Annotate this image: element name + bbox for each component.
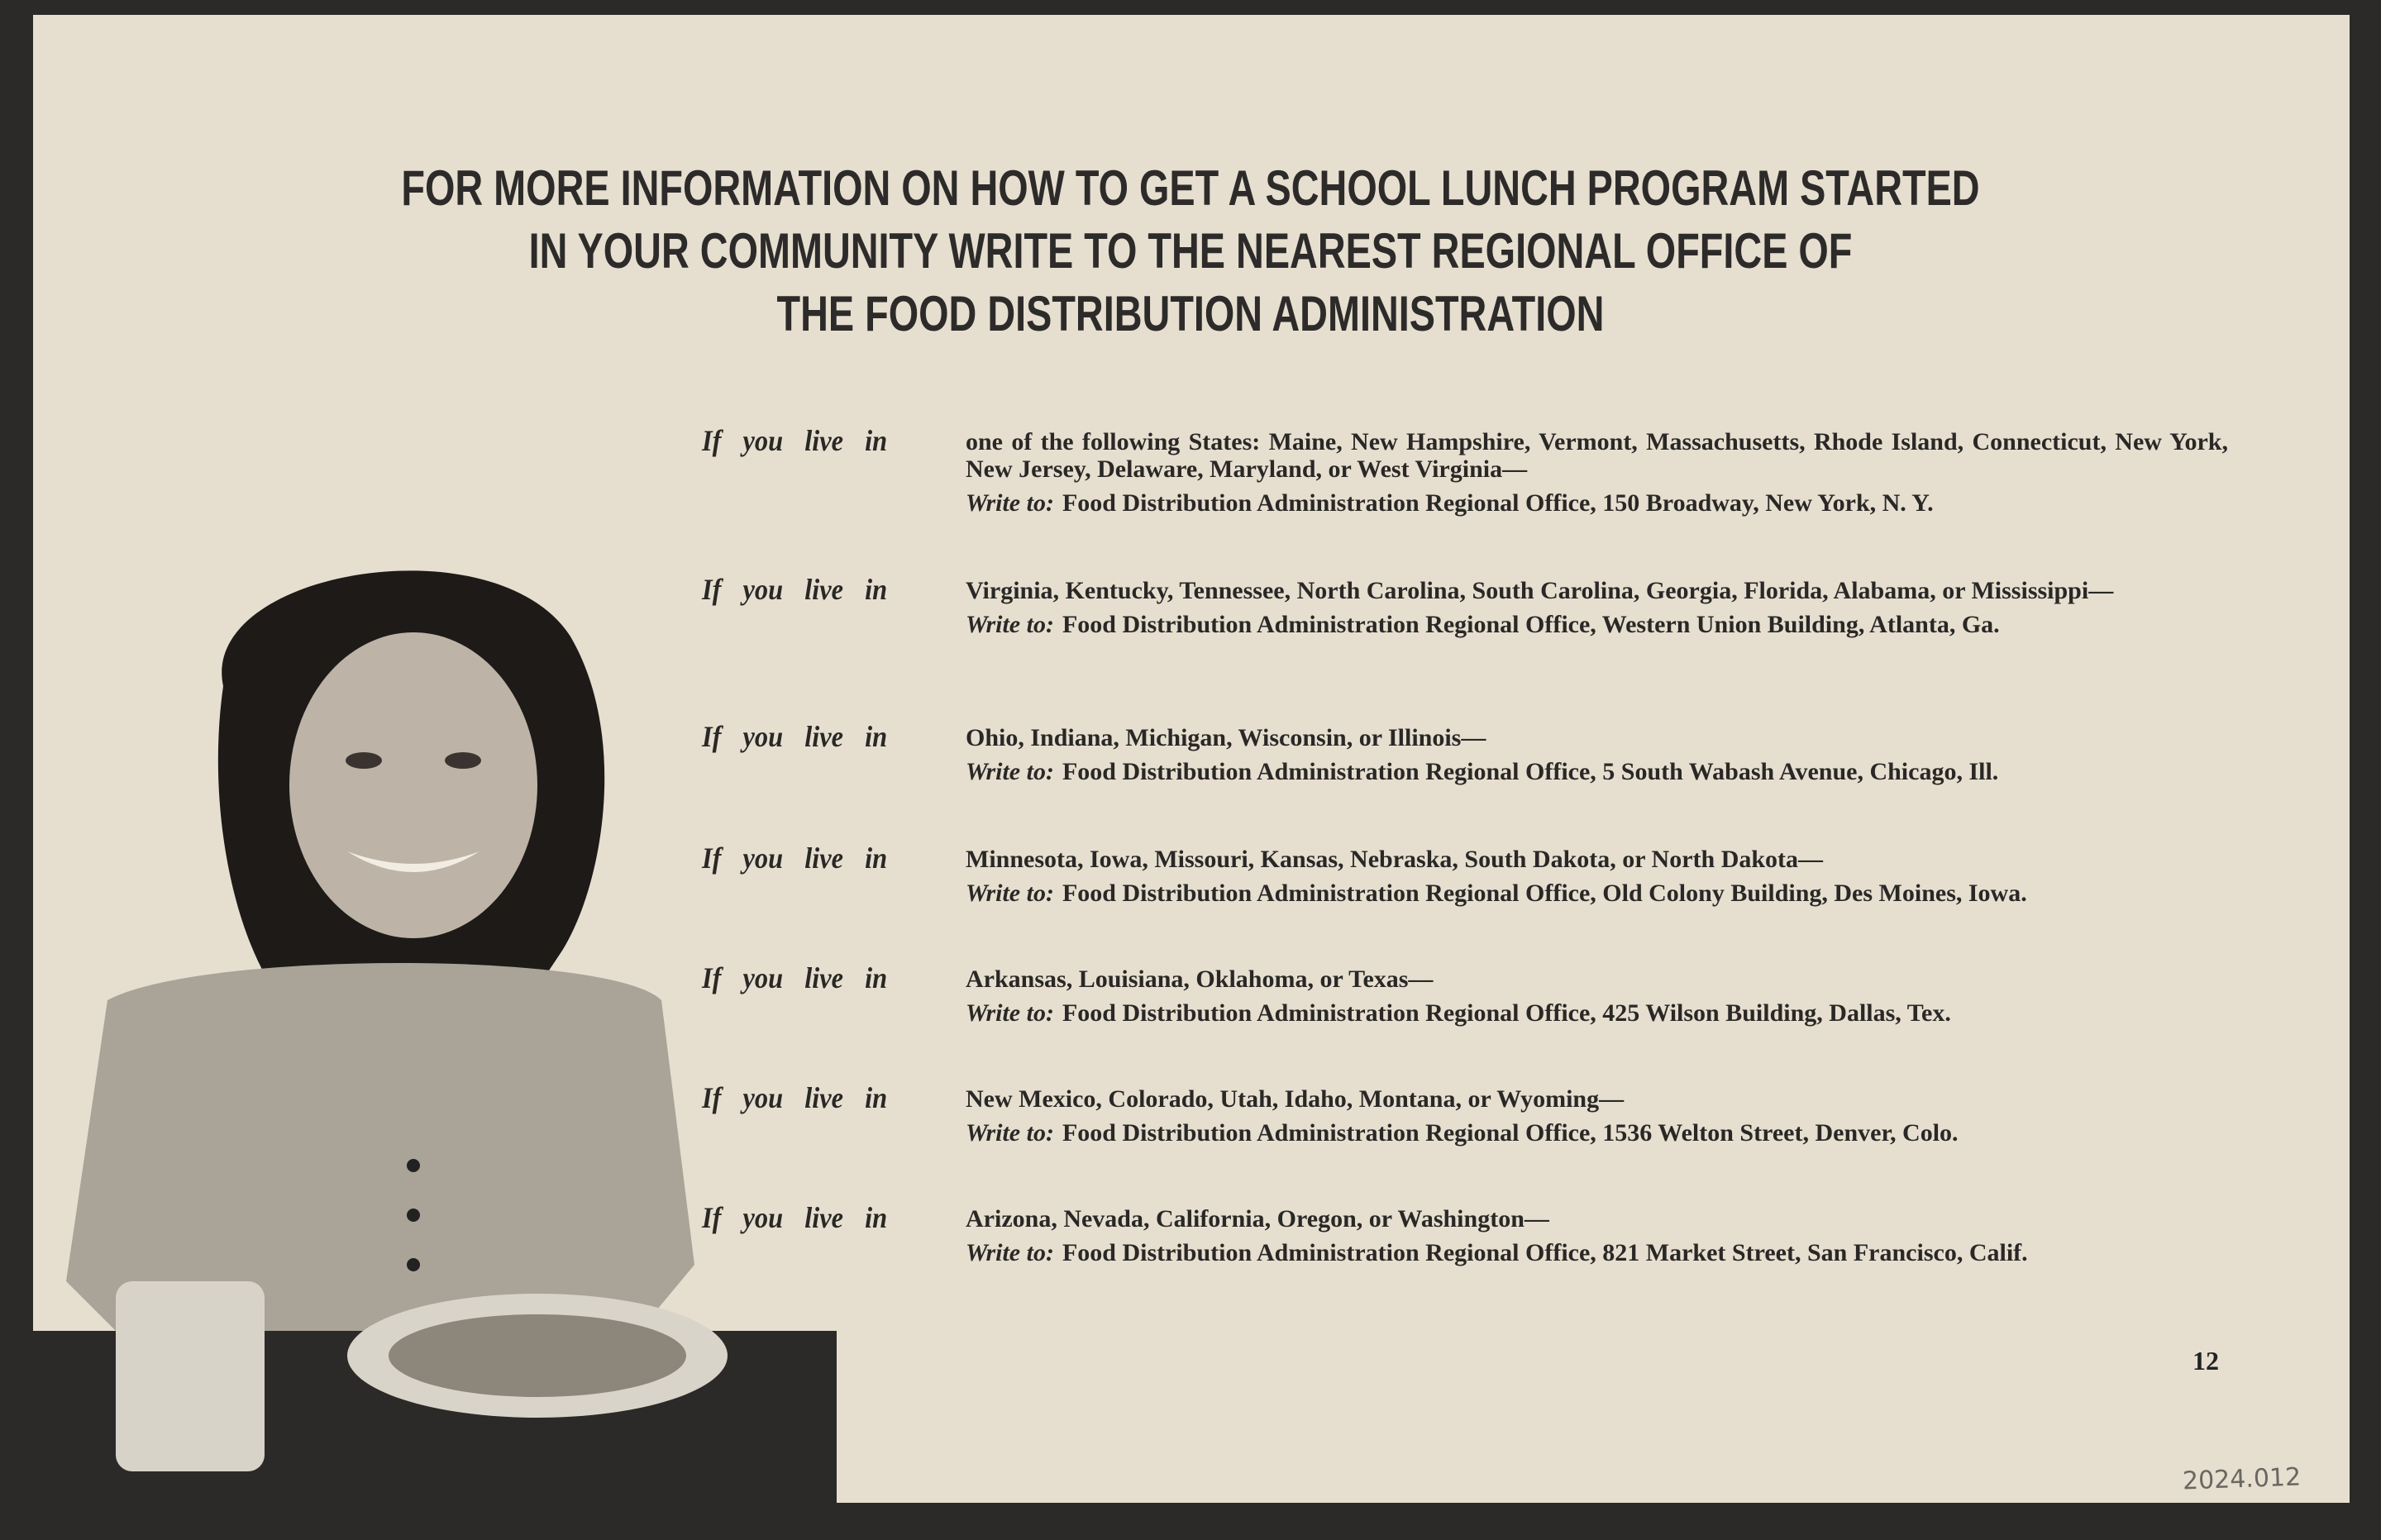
write-to-label: Write to: [966,758,1054,785]
regional-office-entry [702,720,2228,785]
write-to-label: Write to: [966,880,1054,907]
states-list: New Mexico, Colorado, Utah, Idaho, Montana, or Wyoming— [966,1085,1625,1113]
write-to-label: Write to: [966,1239,1054,1266]
entry-label: If you live in [702,424,888,457]
write-to-label: Write to: [966,999,1054,1027]
regional-office-entry [702,961,2228,1027]
page-number: 12 [2193,1346,2219,1376]
office-address: Food Distribution Administration Regional Office, 150 Broadway, New York, N. Y. [1062,489,1934,517]
entry-label: If you live in [702,1201,888,1234]
entry-label: If you live in [702,1081,888,1114]
regional-office-entry [702,1081,2228,1147]
regional-office-entry [702,573,2228,638]
entry-label: If you live in [702,720,888,753]
entry-label: If you live in [702,961,888,994]
entry-label: If you live in [702,842,888,875]
page-title [0,157,2381,346]
title-line: IN YOUR COMMUNITY WRITE TO THE NEAREST REGIONAL OFFICE OF [528,223,1853,279]
office-address: Food Distribution Administration Regional Office, Old Colony Building, Des Moines, Iowa. [1062,880,2027,907]
states-list: Minnesota, Iowa, Missouri, Kansas, Nebraska, South Dakota, or North Dakota— [966,846,1824,873]
regional-office-entry [702,424,2228,517]
regional-office-entry [702,1201,2228,1266]
title-line: FOR MORE INFORMATION ON HOW TO GET A SCHOOL LUNCH PROGRAM STARTED [401,160,1980,216]
states-list: one of the following States: Maine, New Hampshire, Vermont, Massachusetts, Rhode Island, Connecticut, New York, New Jersey, Delaware, Maryland, or West Virginia— [966,428,2228,483]
states-list: Arkansas, Louisiana, Oklahoma, or Texas— [966,965,1434,993]
office-address: Food Distribution Administration Regional Office, 1536 Welton Street, Denver, Colo. [1062,1119,1959,1147]
states-list: Virginia, Kentucky, Tennessee, North Carolina, South Carolina, Georgia, Florida, Alabama, or Mississippi— [966,577,2114,604]
accession-number: 2024.012 [2182,1462,2302,1496]
office-address: Food Distribution Administration Regional Office, 425 Wilson Building, Dallas, Tex. [1062,999,1951,1027]
office-address: Food Distribution Administration Regional Office, 5 South Wabash Avenue, Chicago, Ill. [1062,758,1999,785]
entry-label: If you live in [702,573,888,606]
title-line: THE FOOD DISTRIBUTION ADMINISTRATION [776,286,1605,341]
write-to-label: Write to: [966,1119,1054,1147]
regional-office-entry [702,842,2228,907]
write-to-label: Write to: [966,611,1054,638]
write-to-label: Write to: [966,489,1054,517]
states-list: Arizona, Nevada, California, Oregon, or Washington— [966,1205,1549,1232]
office-address: Food Distribution Administration Regional Office, Western Union Building, Atlanta, Ga. [1062,611,2000,638]
office-address: Food Distribution Administration Regional Office, 821 Market Street, San Francisco, Calif. [1062,1239,2028,1266]
states-list: Ohio, Indiana, Michigan, Wisconsin, or Illinois— [966,724,1486,751]
